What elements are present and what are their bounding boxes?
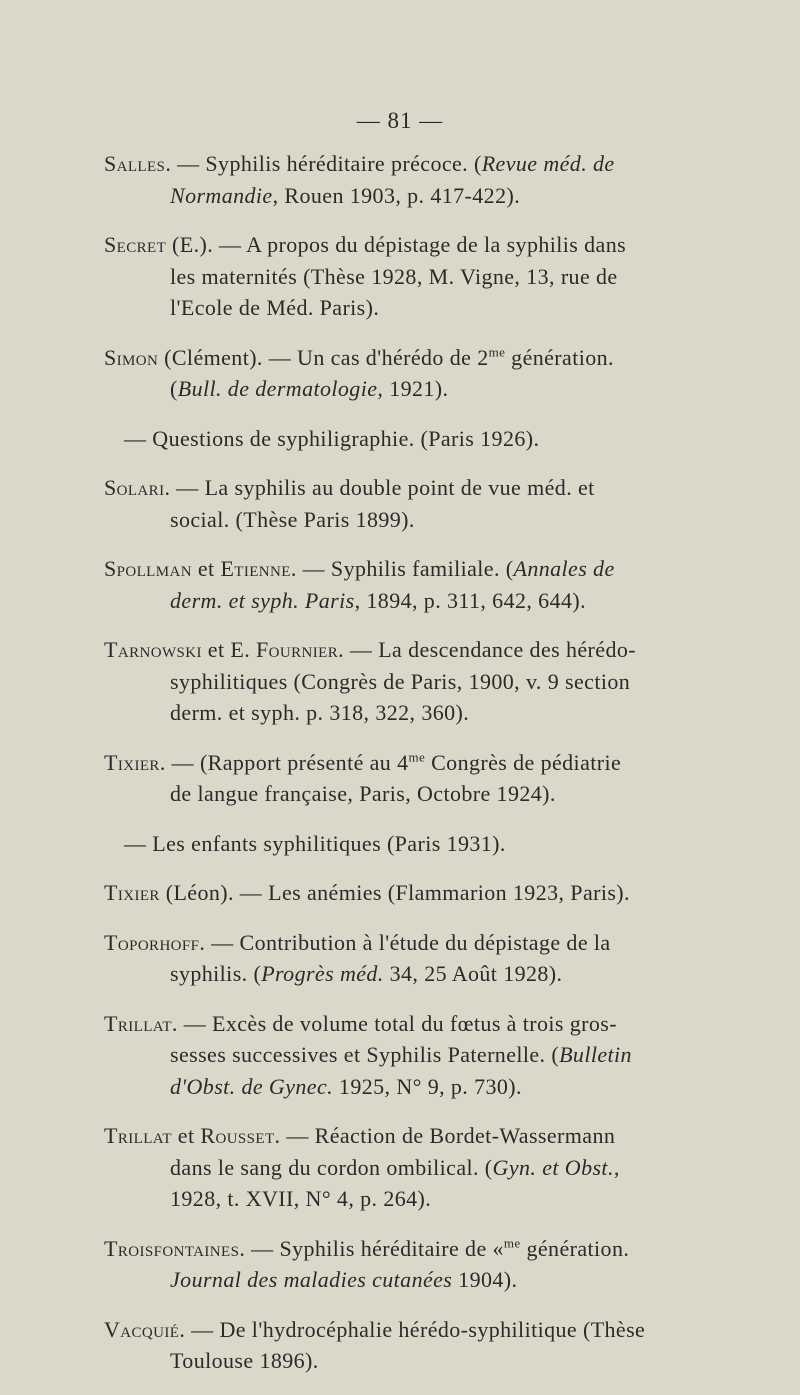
entry-line (104, 828, 704, 860)
superscript: me (488, 344, 506, 360)
bibliography-entry (104, 1314, 704, 1377)
entry-text: et (191, 556, 221, 581)
entry-text: , (613, 1154, 620, 1180)
entry-line (104, 553, 704, 585)
entry-text: . — Syphilis familiale. ( (290, 556, 514, 581)
entry-text: syphilitiques (Congrès de Paris, 1900, v. 9 section (170, 668, 631, 694)
entry-text: (Léon). — Les anémies (Flammarion 1923, Paris). (159, 880, 630, 905)
entry-text: 1928, t. XVII, N° 4, p. 264). (170, 1186, 432, 1211)
entry-text: . — De l'hydrocéphalie hérédo-syphilitique (Thèse (179, 1316, 646, 1342)
bibliography-entry (104, 342, 704, 405)
bibliography-entry (104, 472, 704, 535)
journal-title: Revue méd. de (481, 151, 615, 176)
page-number: — 81 — (356, 108, 444, 133)
entry-text: . — Syphilis héréditaire précoce. ( (165, 151, 482, 176)
entry-line (104, 1264, 704, 1296)
author-name: Tixier (104, 749, 160, 775)
bibliography-entry (104, 747, 704, 810)
journal-title: d'Obst. de Gynec. (170, 1073, 334, 1099)
author-name: Rousset (200, 1123, 275, 1148)
entry-text: 1904). (452, 1267, 518, 1292)
author-name: Trillat (104, 1010, 172, 1036)
entry-line (104, 927, 704, 959)
entry-text: dans le sang du cordon ombilical. ( (170, 1154, 493, 1180)
entry-line (104, 148, 704, 180)
entry-line (104, 697, 704, 729)
author-name: Vacquié (104, 1316, 180, 1342)
entry-line (104, 229, 704, 261)
entry-line (104, 958, 704, 990)
entry-line (104, 180, 704, 212)
bibliography-entry (104, 229, 704, 324)
entry-text: . — La syphilis au double point de vue méd. et (164, 475, 595, 500)
entry-text: Toulouse 1896). (170, 1348, 319, 1373)
entry-text: syphilis. ( (170, 961, 262, 986)
entry-text: — Questions de syphiligraphie. (Paris 1926). (124, 425, 540, 451)
entry-line (104, 1345, 704, 1377)
entry-text: , 1921). (377, 376, 449, 401)
bibliography-entry (104, 634, 704, 729)
superscript: me (503, 1235, 521, 1251)
entry-line (104, 261, 704, 293)
entry-line (104, 1183, 704, 1215)
journal-title: Normandie (170, 182, 273, 208)
entry-line (104, 472, 704, 504)
entry-line (104, 292, 704, 324)
author-name: Trillat (104, 1123, 172, 1148)
journal-title: Bull. de dermatologie (177, 376, 378, 401)
author-name: Tarnowski (104, 637, 202, 662)
entry-text: , Rouen 1903, p. 417-422). (272, 182, 521, 208)
bibliography-entry (104, 877, 704, 909)
entry-text: ( (170, 376, 178, 401)
entry-text: . — Contribution à l'étude du dépistage de la (199, 929, 611, 955)
entry-line (104, 1314, 704, 1346)
entry-text: social. (Thèse Paris 1899). (170, 506, 415, 532)
entry-line (104, 585, 704, 617)
entry-text: . — Excès de volume total du fœtus à trois gros- (171, 1010, 617, 1036)
entry-line (104, 1120, 704, 1152)
entry-text: . — (Rapport présenté au 4 (159, 749, 409, 775)
author-name: Fournier (256, 637, 339, 662)
entry-text: et (171, 1123, 201, 1148)
entry-text: . — La descendance des hérédo- (338, 637, 636, 662)
entry-text: de langue française, Paris, Octobre 1924). (170, 781, 556, 806)
entry-text: , 1894, p. 311, 642, 644). (354, 587, 587, 613)
entry-line (104, 666, 704, 698)
bibliography-entry (104, 828, 704, 860)
journal-title: Gyn. et Obst. (492, 1154, 614, 1180)
entry-text: (Clément). — Un cas d'hérédo de 2 (158, 344, 489, 370)
journal-title: Journal des maladies cutanées (170, 1267, 453, 1292)
entry-line (104, 877, 704, 909)
entry-text: sesses successives et Syphilis Paternelle. ( (170, 1042, 560, 1067)
author-name: Salles (104, 151, 166, 176)
bibliography-entry (104, 553, 704, 616)
author-name: Spollman (104, 556, 192, 581)
journal-title: Annales de (513, 556, 615, 581)
entry-text: derm. et syph. p. 318, 322, 360). (170, 700, 470, 725)
entry-line (104, 1152, 704, 1184)
journal-title: Progrès méd. (261, 961, 384, 986)
author-name: Etienne (220, 556, 291, 581)
entry-text: Congrès de pédiatrie (425, 749, 622, 775)
entry-text: les maternités (Thèse 1928, M. Vigne, 13, rue de (170, 263, 618, 289)
author-name: Tixier (104, 880, 160, 905)
author-name: Simon (104, 344, 159, 370)
entry-text: et E. (201, 637, 256, 662)
entry-text: l'Ecole de Méd. Paris). (170, 295, 380, 320)
entry-line (104, 1233, 704, 1265)
entry-line (104, 778, 704, 810)
entry-line (104, 504, 704, 536)
entry-text: . — Syphilis héréditaire de « (239, 1235, 504, 1261)
author-name: Toporhoff (104, 929, 200, 955)
entry-line (104, 342, 704, 374)
entry-text: (E.). — A propos du dépistage de la syphilis dans (166, 232, 627, 257)
entry-text: . — Réaction de Bordet-Wassermann (274, 1123, 616, 1148)
entry-line (104, 373, 704, 405)
bibliography-entry (104, 1233, 704, 1296)
entry-text: génération. (505, 344, 614, 370)
entry-text: 34, 25 Août 1928). (383, 961, 563, 986)
bibliography-entry (104, 1008, 704, 1103)
entry-text: — Les enfants syphilitiques (Paris 1931). (124, 830, 506, 856)
journal-title: derm. et syph. Paris (170, 587, 355, 613)
bibliography-entry (104, 423, 704, 455)
bibliography-entry (104, 148, 704, 211)
author-name: Troisfontaines (104, 1235, 240, 1261)
author-name: Solari (104, 475, 165, 500)
entry-line (104, 423, 704, 455)
bibliography-entry (104, 927, 704, 990)
entry-line (104, 747, 704, 779)
entry-line (104, 634, 704, 666)
entry-text: 1925, N° 9, p. 730). (333, 1073, 522, 1099)
author-name: Secret (104, 232, 167, 257)
bibliography-entry (104, 1120, 704, 1215)
entry-line (104, 1008, 704, 1040)
superscript: me (408, 749, 426, 765)
entry-text: génération. (520, 1235, 630, 1261)
entry-line (104, 1039, 704, 1071)
bibliography-list (104, 148, 704, 1395)
entry-line (104, 1071, 704, 1103)
journal-title: Bulletin (559, 1042, 632, 1067)
